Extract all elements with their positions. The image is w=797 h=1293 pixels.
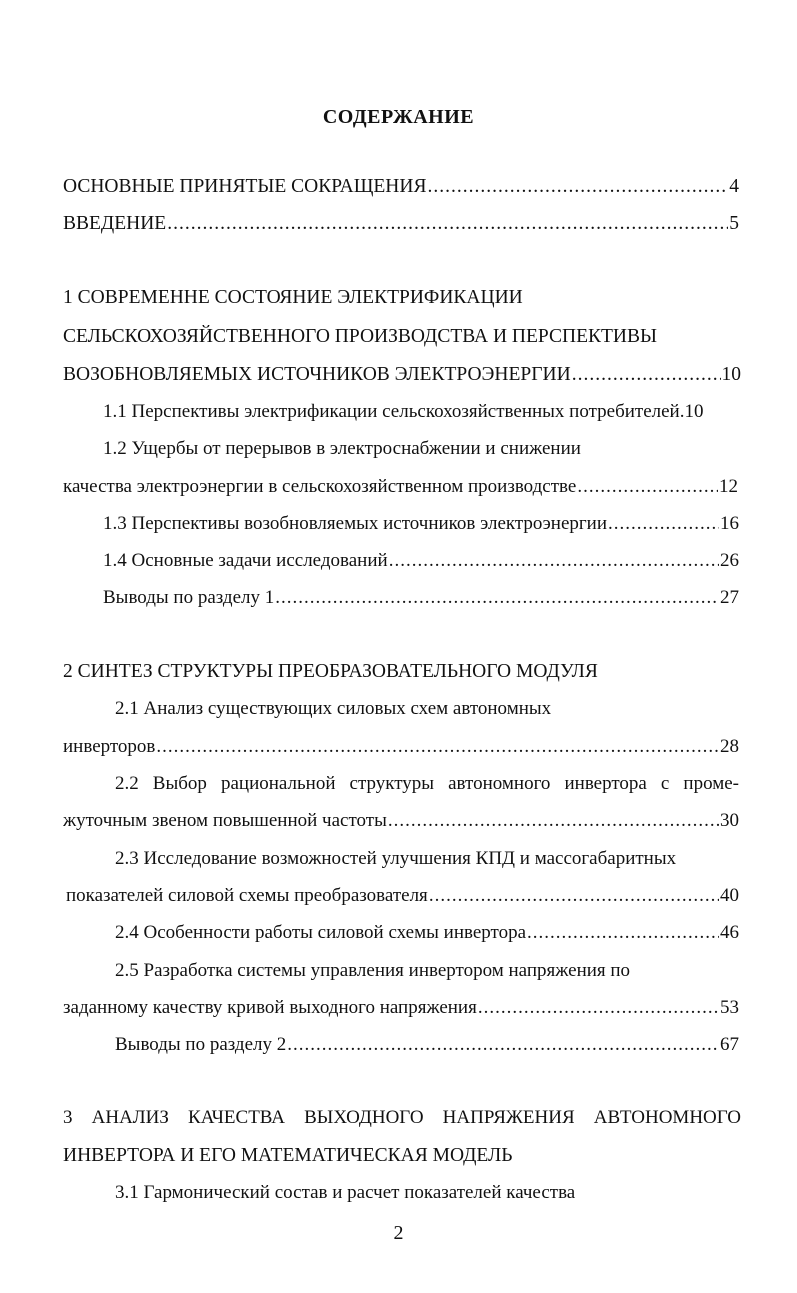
chapter-1-title-line1: 1 СОВРЕМЕННЕ СОСТОЯНИЕ ЭЛЕКТРИФИКАЦИИ <box>63 287 523 308</box>
leader-dots <box>156 734 719 760</box>
chapter-1-title-line3: ВОЗОБНОВЛЯЕМЫХ ИСТОЧНИКОВ ЭЛЕКТРОЭНЕРГИИ ..... 10 <box>63 362 741 388</box>
toc-entry-2-3-line1: 2.3 Исследование возможностей улучшения КПД и массогабаритных <box>115 848 677 869</box>
page-number: 2 <box>393 1222 404 1244</box>
chapter-3-title-line2: ИНВЕРТОРА И ЕГО МАТЕМАТИЧЕСКАЯ МОДЕЛЬ <box>63 1145 513 1166</box>
toc-entry-2-2-line1: 2.2 Выбор рациональной структуры автономного инвертора с проме- <box>115 773 739 794</box>
toc-entry-1-3: 1.3 Перспективы возобновляемых источников электроэнергии ..... 16 <box>103 511 739 537</box>
chapter-2-title: 2 СИНТЕЗ СТРУКТУРЫ ПРЕОБРАЗОВАТЕЛЬНОГО МОДУЛЯ <box>63 661 598 682</box>
chapter-1-title-line2: СЕЛЬСКОХОЗЯЙСТВЕННОГО ПРОИЗВОДСТВА И ПЕРСПЕКТИВЫ <box>63 326 658 347</box>
toc-entry-1-1: 1.1 Перспективы электрификации сельскохозяйственных потребителей. 10 <box>103 401 704 422</box>
leader-dots <box>577 474 718 500</box>
toc-entry-abbreviations: ОСНОВНЫЕ ПРИНЯТЫЕ СОКРАЩЕНИЯ ..... 4 <box>63 174 739 200</box>
toc-entry-1-2-line2: качества электроэнергии в сельскохозяйственном производстве ..... 12 <box>63 474 738 500</box>
leader-dots <box>572 362 721 388</box>
toc-entry-2-5-line1: 2.5 Разработка системы управления инвертором напряжения по <box>115 960 631 981</box>
toc-entry-introduction: ВВЕДЕНИЕ ..... 5 <box>63 211 739 237</box>
toc-entry-2-5-line2: заданному качеству кривой выходного напряжения ..... 53 <box>63 995 739 1021</box>
toc-entry-2-2-line2: жуточным звеном повышенной частоты ..... 30 <box>63 808 739 834</box>
leader-dots <box>388 808 719 834</box>
toc-entry-2-1-line2: инверторов ..... 28 <box>63 734 739 760</box>
toc-entry-3-1: 3.1 Гармонический состав и расчет показателей качества <box>115 1182 576 1203</box>
leader-dots <box>427 174 728 200</box>
leader-dots <box>389 548 719 574</box>
leader-dots <box>167 211 728 237</box>
toc-entry-1-4: 1.4 Основные задачи исследований ..... 26 <box>103 548 739 574</box>
toc-entry-2-3-line2: показателей силовой схемы преобразователя ..... 40 <box>66 883 739 909</box>
toc-entry-1-2-line1: 1.2 Ущербы от перерывов в электроснабжении и снижении <box>103 438 581 459</box>
leader-dots <box>275 585 719 611</box>
leader-dots <box>527 920 719 946</box>
page-title: СОДЕРЖАНИЕ <box>322 106 475 128</box>
leader-dots <box>429 883 719 909</box>
leader-dots <box>608 511 719 537</box>
leader-dots <box>287 1032 719 1058</box>
leader-dots <box>478 995 719 1021</box>
toc-entry-2-1-line1: 2.1 Анализ существующих силовых схем автономных <box>115 698 552 719</box>
chapter-3-title-line1: 3 АНАЛИЗ КАЧЕСТВА ВЫХОДНОГО НАПРЯЖЕНИЯ АВТОНОМНОГО <box>63 1107 741 1128</box>
toc-entry-conclusions-2: Выводы по разделу 2 ..... 67 <box>115 1032 739 1058</box>
toc-entry-2-4: 2.4 Особенности работы силовой схемы инвертора ..... 46 <box>115 920 739 946</box>
toc-entry-conclusions-1: Выводы по разделу 1 ..... 27 <box>103 585 739 611</box>
